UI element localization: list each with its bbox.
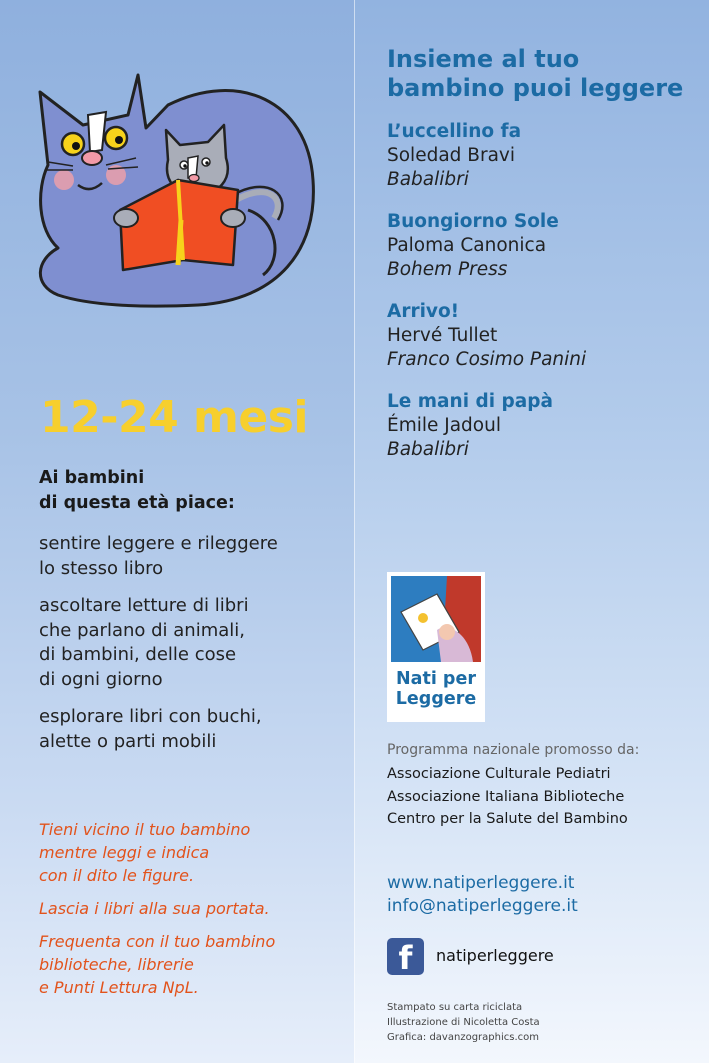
column-divider	[354, 0, 355, 1063]
credit-item: Stampato su carta riciclata	[387, 1002, 523, 1013]
book-title: Buongiorno Sole	[387, 211, 559, 232]
likes-item: sentire leggere e rileggere lo stesso libro	[39, 533, 278, 579]
promoter-item: Centro per la Salute del Bambino	[387, 811, 628, 827]
promoter-item: Associazione Culturale Pediatri	[387, 766, 611, 782]
logo-illustration	[387, 572, 485, 664]
tip-item: Tieni vicino il tuo bambino mentre leggi e indica con il dito le figure.	[39, 820, 251, 885]
logo-text: Nati per Leggere	[395, 669, 477, 709]
credit-item: Illustrazione di Nicoletta Costa	[387, 1017, 540, 1028]
book-item	[387, 120, 697, 192]
reading-list-title: Insieme al tuo bambino puoi leggere	[387, 45, 684, 102]
cat-reading-illustration	[28, 70, 328, 315]
tip-item: Lascia i libri alla sua portata.	[39, 899, 270, 918]
website-link[interactable]: www.natiperleggere.it	[387, 873, 575, 893]
book-publisher: Bohem Press	[387, 259, 508, 280]
book-author: Paloma Canonica	[387, 235, 547, 256]
book-title: Le mani di papà	[387, 391, 553, 412]
book-author: Hervé Tullet	[387, 325, 498, 346]
book-author: Émile Jadoul	[387, 415, 501, 436]
book-title: Arrivo!	[387, 301, 460, 322]
tips-list	[39, 818, 339, 1009]
credits-list	[387, 1000, 540, 1045]
book-item	[387, 300, 697, 372]
age-range: 12-24 mesi	[40, 392, 309, 443]
likes-heading: Ai bambini di questa età piace:	[39, 468, 235, 513]
email-link[interactable]: info@natiperleggere.it	[387, 896, 578, 916]
facebook-icon[interactable]: f	[387, 938, 424, 975]
likes-list	[39, 532, 339, 767]
facebook-name[interactable]: natiperleggere	[436, 946, 554, 965]
program-label: Programma nazionale promosso da:	[387, 742, 640, 758]
book-publisher: Franco Cosimo Panini	[387, 349, 587, 370]
book-title: L’uccellino fa	[387, 121, 522, 142]
tip-item: Frequenta con il tuo bambino biblioteche, librerie e Punti Lettura NpL.	[39, 932, 276, 997]
book-publisher: Babalibri	[387, 439, 469, 460]
promoters-list	[387, 763, 628, 831]
likes-item: ascoltare letture di libri che parlano di animali, di bambini, delle cose di ogni giorno	[39, 595, 249, 690]
nati-per-leggere-logo	[387, 572, 485, 722]
book-publisher: Babalibri	[387, 169, 469, 190]
book-item	[387, 390, 697, 462]
book-list	[387, 120, 697, 480]
credit-item: Grafica: davanzographics.com	[387, 1032, 539, 1043]
promoter-item: Associazione Italiana Biblioteche	[387, 788, 625, 805]
book-author: Soledad Bravi	[387, 145, 516, 166]
likes-item: esplorare libri con buchi, alette o parti mobili	[39, 706, 262, 752]
book-item	[387, 210, 697, 282]
